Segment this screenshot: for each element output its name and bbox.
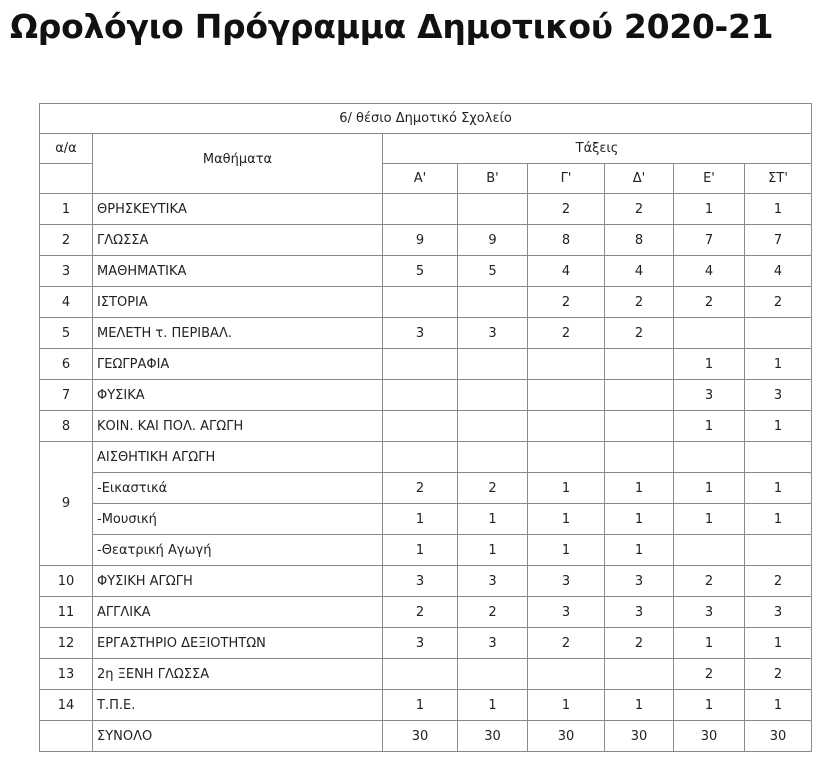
class-header: Β' — [458, 164, 528, 194]
hours-cell: 2 — [605, 628, 674, 659]
aa-header-spacer — [40, 164, 93, 194]
hours-cell: 1 — [605, 504, 674, 535]
schedule-body — [40, 104, 812, 752]
total-row — [40, 721, 812, 752]
school-type-row — [40, 104, 812, 134]
hours-cell: 3 — [745, 597, 812, 628]
hours-cell: 2 — [458, 597, 528, 628]
hours-cell: 1 — [528, 535, 605, 566]
hours-cell: 2 — [605, 287, 674, 318]
hours-cell: 1 — [674, 628, 745, 659]
school-type-header: 6/ θέσιο Δημοτικό Σχολείο — [40, 104, 812, 134]
hours-cell: 3 — [605, 597, 674, 628]
row-number: 2 — [40, 225, 93, 256]
hours-cell: 7 — [745, 225, 812, 256]
subject-name: ΓΛΩΣΣΑ — [93, 225, 383, 256]
row-number: 1 — [40, 194, 93, 225]
hours-cell: 8 — [528, 225, 605, 256]
hours-cell: 4 — [745, 256, 812, 287]
hours-cell: 5 — [458, 256, 528, 287]
hours-cell: 9 — [458, 225, 528, 256]
table-row — [40, 690, 812, 721]
hours-cell: 1 — [528, 504, 605, 535]
table-row — [40, 349, 812, 380]
hours-cell: 1 — [458, 504, 528, 535]
table-row — [40, 318, 812, 349]
hours-cell: 1 — [745, 690, 812, 721]
subject-name: ΑΓΓΛΙΚΑ — [93, 597, 383, 628]
row-number: 13 — [40, 659, 93, 690]
table-row — [40, 225, 812, 256]
row-number: 9 — [40, 442, 93, 566]
total-cell: 30 — [745, 721, 812, 752]
hours-cell: 8 — [605, 225, 674, 256]
table-row — [40, 287, 812, 318]
class-header: ΣΤ' — [745, 164, 812, 194]
hours-cell — [745, 442, 812, 473]
hours-cell: 2 — [674, 659, 745, 690]
hours-cell — [383, 659, 458, 690]
hours-cell: 1 — [458, 690, 528, 721]
subject-name: Τ.Π.Ε. — [93, 690, 383, 721]
hours-cell — [605, 442, 674, 473]
header-row-1 — [40, 134, 812, 164]
hours-cell: 1 — [605, 473, 674, 504]
hours-cell: 1 — [674, 349, 745, 380]
subject-name: -Θεατρική Αγωγή — [93, 535, 383, 566]
hours-cell: 2 — [383, 597, 458, 628]
subject-name: ΜΕΛΕΤΗ τ. ΠΕΡΙΒΑΛ. — [93, 318, 383, 349]
hours-cell: 9 — [383, 225, 458, 256]
hours-cell: 1 — [674, 473, 745, 504]
hours-cell — [528, 659, 605, 690]
table-row — [40, 411, 812, 442]
class-header: Ε' — [674, 164, 745, 194]
table-row — [40, 566, 812, 597]
hours-cell: 4 — [528, 256, 605, 287]
total-cell: 30 — [383, 721, 458, 752]
hours-cell: 1 — [674, 194, 745, 225]
row-number: 12 — [40, 628, 93, 659]
hours-cell — [528, 349, 605, 380]
hours-cell: 3 — [458, 628, 528, 659]
table-row — [40, 194, 812, 225]
hours-cell: 2 — [745, 287, 812, 318]
row-number — [40, 721, 93, 752]
hours-cell — [674, 442, 745, 473]
hours-cell: 3 — [745, 380, 812, 411]
hours-cell — [458, 411, 528, 442]
hours-cell — [383, 349, 458, 380]
hours-cell: 2 — [458, 473, 528, 504]
class-header: Γ' — [528, 164, 605, 194]
class-header: Α' — [383, 164, 458, 194]
table-row — [40, 535, 812, 566]
subject-name: ΙΣΤΟΡΙΑ — [93, 287, 383, 318]
hours-cell — [383, 194, 458, 225]
hours-cell: 2 — [605, 318, 674, 349]
subject-name: ΓΕΩΓΡΑΦΙΑ — [93, 349, 383, 380]
hours-cell — [383, 411, 458, 442]
hours-cell: 3 — [674, 380, 745, 411]
hours-cell — [605, 659, 674, 690]
hours-cell — [605, 411, 674, 442]
row-number: 6 — [40, 349, 93, 380]
hours-cell: 2 — [528, 628, 605, 659]
hours-cell: 1 — [745, 628, 812, 659]
subject-name: ΑΙΣΘΗΤΙΚΗ ΑΓΩΓΗ — [93, 442, 383, 473]
hours-cell — [383, 442, 458, 473]
hours-cell: 4 — [605, 256, 674, 287]
hours-cell: 2 — [528, 318, 605, 349]
hours-cell: 1 — [458, 535, 528, 566]
total-cell: 30 — [458, 721, 528, 752]
hours-cell: 3 — [674, 597, 745, 628]
hours-cell: 1 — [528, 690, 605, 721]
aa-header: α/α — [40, 134, 93, 164]
table-row — [40, 628, 812, 659]
row-number: 8 — [40, 411, 93, 442]
hours-cell: 2 — [383, 473, 458, 504]
classes-header: Τάξεις — [383, 134, 812, 164]
hours-cell — [745, 318, 812, 349]
hours-cell: 3 — [383, 628, 458, 659]
hours-cell — [674, 535, 745, 566]
subject-name: 2η ΞΕΝΗ ΓΛΩΣΣΑ — [93, 659, 383, 690]
hours-cell — [458, 380, 528, 411]
hours-cell: 1 — [605, 690, 674, 721]
table-row — [40, 597, 812, 628]
hours-cell — [383, 287, 458, 318]
hours-cell: 3 — [528, 597, 605, 628]
hours-cell — [458, 349, 528, 380]
table-row — [40, 504, 812, 535]
row-number: 4 — [40, 287, 93, 318]
hours-cell: 1 — [605, 535, 674, 566]
hours-cell: 1 — [383, 535, 458, 566]
hours-cell: 3 — [605, 566, 674, 597]
row-number: 3 — [40, 256, 93, 287]
subject-name: ΚΟΙΝ. ΚΑΙ ΠΟΛ. ΑΓΩΓΗ — [93, 411, 383, 442]
total-cell: 30 — [528, 721, 605, 752]
subject-name: ΦΥΣΙΚΑ — [93, 380, 383, 411]
hours-cell: 1 — [745, 473, 812, 504]
table-row — [40, 659, 812, 690]
subject-name: -Μουσική — [93, 504, 383, 535]
hours-cell: 2 — [674, 287, 745, 318]
subjects-header: Μαθήματα — [93, 134, 383, 194]
table-row — [40, 380, 812, 411]
hours-cell: 1 — [745, 349, 812, 380]
hours-cell — [528, 380, 605, 411]
hours-cell: 1 — [674, 411, 745, 442]
hours-cell: 1 — [674, 690, 745, 721]
row-number: 14 — [40, 690, 93, 721]
hours-cell: 1 — [745, 504, 812, 535]
hours-cell: 5 — [383, 256, 458, 287]
hours-cell: 1 — [745, 411, 812, 442]
hours-cell: 1 — [745, 194, 812, 225]
table-row — [40, 256, 812, 287]
hours-cell: 2 — [605, 194, 674, 225]
hours-cell — [674, 318, 745, 349]
row-number: 10 — [40, 566, 93, 597]
subject-name: ΕΡΓΑΣΤΗΡΙΟ ΔΕΞΙΟΤΗΤΩΝ — [93, 628, 383, 659]
total-cell: 30 — [674, 721, 745, 752]
total-cell: 30 — [605, 721, 674, 752]
row-number: 11 — [40, 597, 93, 628]
hours-cell: 1 — [528, 473, 605, 504]
hours-cell: 2 — [674, 566, 745, 597]
page-title: Ωρολόγιο Πρόγραμμα Δημοτικού 2020-21 — [10, 7, 774, 46]
subject-name: -Εικαστικά — [93, 473, 383, 504]
hours-cell — [745, 535, 812, 566]
schedule-table — [39, 103, 812, 752]
hours-cell — [528, 411, 605, 442]
hours-cell: 3 — [383, 566, 458, 597]
hours-cell: 3 — [383, 318, 458, 349]
hours-cell: 1 — [674, 504, 745, 535]
class-header: Δ' — [605, 164, 674, 194]
hours-cell — [605, 380, 674, 411]
hours-cell: 3 — [528, 566, 605, 597]
hours-cell: 4 — [674, 256, 745, 287]
hours-cell — [458, 442, 528, 473]
row-number: 7 — [40, 380, 93, 411]
hours-cell — [458, 659, 528, 690]
subject-name: ΦΥΣΙΚΗ ΑΓΩΓΗ — [93, 566, 383, 597]
subject-name: ΘΡΗΣΚΕΥΤΙΚΑ — [93, 194, 383, 225]
hours-cell: 3 — [458, 566, 528, 597]
hours-cell — [458, 194, 528, 225]
hours-cell: 2 — [745, 566, 812, 597]
table-row — [40, 473, 812, 504]
row-number: 5 — [40, 318, 93, 349]
hours-cell: 3 — [458, 318, 528, 349]
hours-cell: 2 — [528, 194, 605, 225]
hours-cell: 1 — [383, 690, 458, 721]
hours-cell: 1 — [383, 504, 458, 535]
total-label: ΣΥΝΟΛΟ — [93, 721, 383, 752]
hours-cell — [458, 287, 528, 318]
hours-cell — [383, 380, 458, 411]
subject-name: ΜΑΘΗΜΑΤΙΚΑ — [93, 256, 383, 287]
hours-cell: 2 — [745, 659, 812, 690]
hours-cell: 2 — [528, 287, 605, 318]
hours-cell — [605, 349, 674, 380]
hours-cell: 7 — [674, 225, 745, 256]
table-row — [40, 442, 812, 473]
hours-cell — [528, 442, 605, 473]
